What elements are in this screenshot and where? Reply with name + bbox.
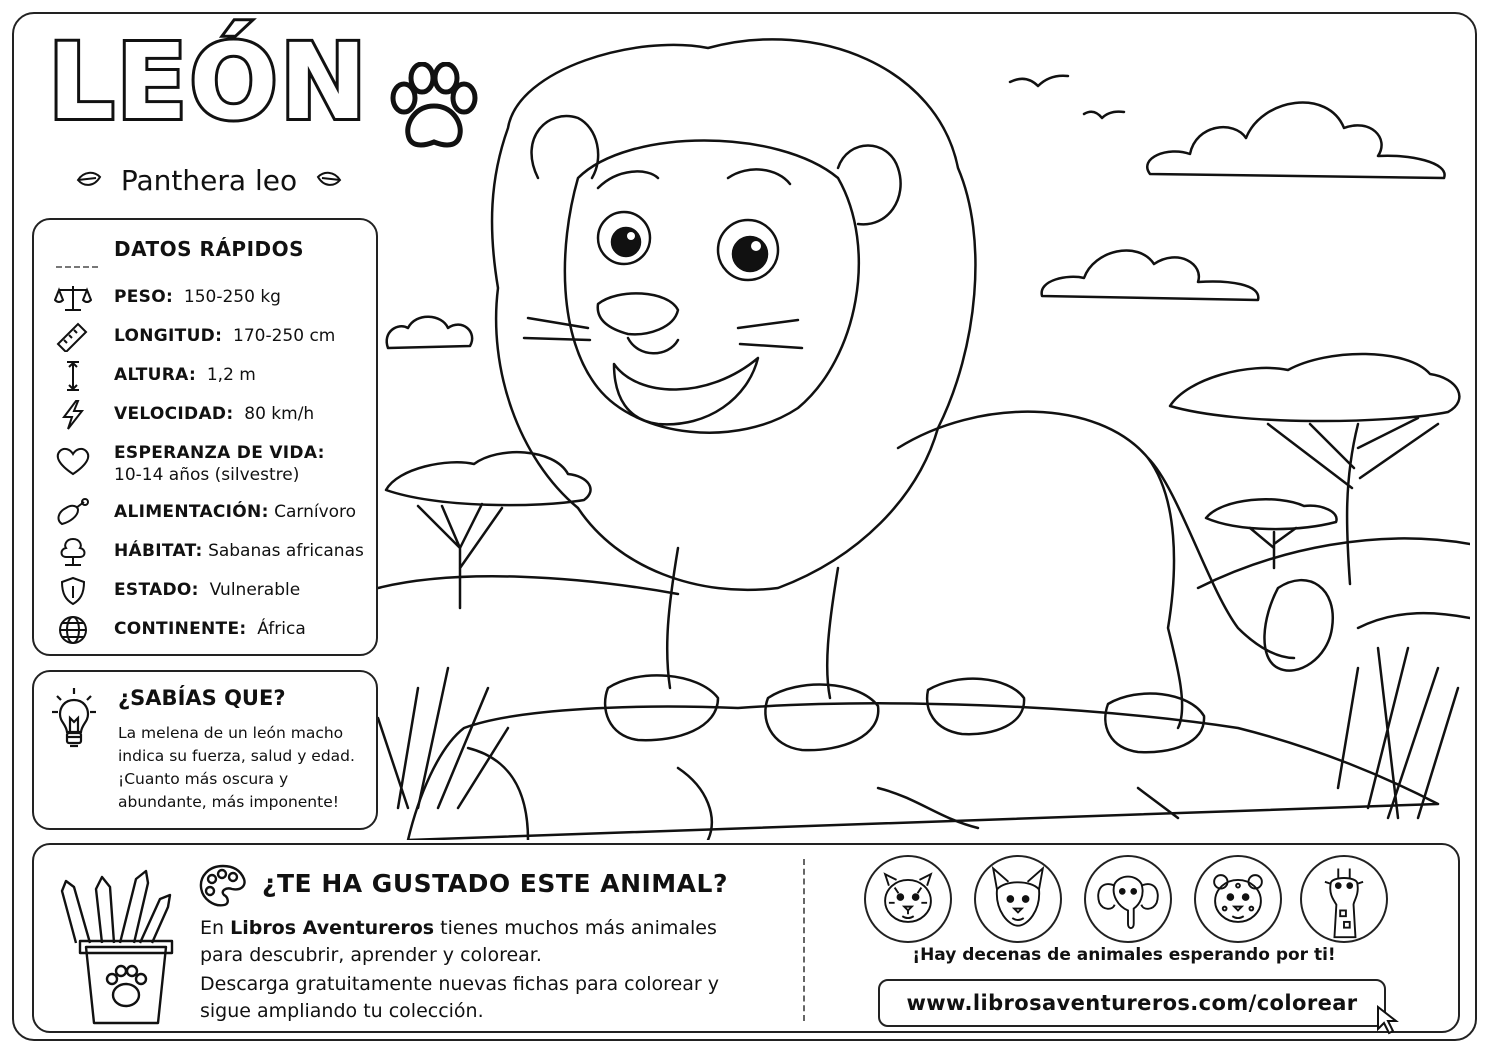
bird-icon xyxy=(1010,76,1068,86)
promo-text-1 xyxy=(200,915,760,969)
ruler-icon xyxy=(54,322,92,352)
divider xyxy=(56,266,98,268)
did-you-know-panel xyxy=(32,670,378,830)
website-link[interactable]: www.librosaventureros.com/colorear xyxy=(878,979,1386,1027)
pencil-cup-icon xyxy=(56,855,186,1027)
height-arrow-icon xyxy=(54,361,92,391)
cloud xyxy=(387,317,472,348)
quick-facts-panel xyxy=(32,218,378,656)
fact-value: África xyxy=(257,619,306,639)
did-you-know-heading: ¿SABÍAS QUE? xyxy=(118,686,286,710)
fact-value: Vulnerable xyxy=(209,580,301,600)
lion-illustration xyxy=(378,28,1470,840)
fact-label: VELOCIDAD: xyxy=(114,404,234,424)
more-animals-text: ¡Hay decenas de animales esperando por ti! xyxy=(912,945,1336,965)
fact-value: 80 km/h xyxy=(244,404,315,424)
fact-label: ESTADO: xyxy=(114,580,199,600)
lion-tail-tuft xyxy=(1264,580,1332,670)
promo-panel xyxy=(32,843,1460,1033)
leaf-right-icon xyxy=(316,167,342,193)
lion-brow xyxy=(728,169,790,184)
leaf-left-icon xyxy=(76,167,102,193)
hill xyxy=(1198,538,1470,588)
fact-label: CONTINENTE: xyxy=(114,619,247,639)
lion-mouth xyxy=(614,358,758,424)
promo-prefix: En xyxy=(200,917,231,939)
fact-label: PESO: xyxy=(114,287,174,307)
acacia-tree xyxy=(1170,354,1459,421)
lion-leg xyxy=(667,548,678,688)
fact-value: 150-250 kg xyxy=(183,287,281,307)
lion-leg xyxy=(827,568,838,698)
lion-brow xyxy=(598,171,658,188)
tree-icon xyxy=(54,537,92,567)
lion-nose xyxy=(598,293,678,334)
lightbulb-icon xyxy=(46,686,102,754)
rock xyxy=(408,703,1438,840)
fact-value: 170-250 cm xyxy=(233,326,336,346)
lion-whiskers xyxy=(524,318,802,348)
dashed-divider xyxy=(803,859,805,1021)
bird-icon xyxy=(1084,112,1124,118)
fact-value: Carnívoro xyxy=(274,502,357,522)
hill xyxy=(378,576,678,594)
fact-value: 1,2 m xyxy=(206,365,256,385)
giraffe-icon[interactable] xyxy=(1300,855,1388,943)
grass xyxy=(1338,648,1458,818)
cloud xyxy=(1042,250,1259,300)
brand-name: Libros Aventureros xyxy=(230,917,435,939)
fact-label: ALIMENTACIÓN: xyxy=(114,502,269,522)
palette-icon xyxy=(198,863,248,909)
cloud xyxy=(1147,103,1444,178)
acacia-tree xyxy=(386,452,591,505)
lion-face xyxy=(565,141,859,433)
elephant-icon[interactable] xyxy=(1084,855,1172,943)
grass xyxy=(378,668,508,808)
page-title: LEÓN xyxy=(48,21,369,143)
scientific-name-row xyxy=(64,162,354,197)
lynx-icon[interactable] xyxy=(974,855,1062,943)
promo-suffix: tienes muchos más animales para descubrir, aprender y colorear. xyxy=(200,917,717,966)
lightning-icon xyxy=(54,400,92,430)
fact-label: LONGITUD: xyxy=(114,326,223,346)
fact-row-lifespan xyxy=(54,442,374,488)
meat-icon xyxy=(54,498,92,528)
fact-label: ESPERANZA DE VIDA: xyxy=(114,443,325,463)
shield-icon xyxy=(54,576,92,606)
fact-value: Sabanas africanas xyxy=(208,541,364,561)
did-you-know-text: La melena de un león macho indica su fuerza, salud y edad. ¡Cuanto más oscura y abundante, más imponente! xyxy=(118,724,355,811)
scale-icon xyxy=(54,283,92,313)
fact-label: HÁBITAT: xyxy=(114,541,203,561)
lion-ear xyxy=(838,146,901,225)
fact-value: 10-14 años (silvestre) xyxy=(114,465,300,485)
cursor-icon xyxy=(1374,1005,1408,1035)
leopard-icon[interactable] xyxy=(1194,855,1282,943)
promo-text-2: Descarga gratuitamente nuevas fichas para colorear y sigue ampliando tu colección. xyxy=(200,973,719,1022)
scientific-name: Panthera leo xyxy=(120,163,298,197)
lion-body xyxy=(898,412,1182,728)
globe-icon xyxy=(54,615,92,645)
lion-paw xyxy=(1105,694,1204,753)
tiger-icon[interactable] xyxy=(864,855,952,943)
promo-heading: ¿TE HA GUSTADO ESTE ANIMAL? xyxy=(262,869,728,898)
facts-heading: DATOS RÁPIDOS xyxy=(114,237,305,261)
hill xyxy=(1358,613,1470,628)
acacia-tree xyxy=(1206,499,1337,529)
fact-label: ALTURA: xyxy=(114,365,197,385)
heart-icon xyxy=(54,446,92,476)
lion-mane xyxy=(492,39,975,590)
lion-paw xyxy=(765,685,878,751)
